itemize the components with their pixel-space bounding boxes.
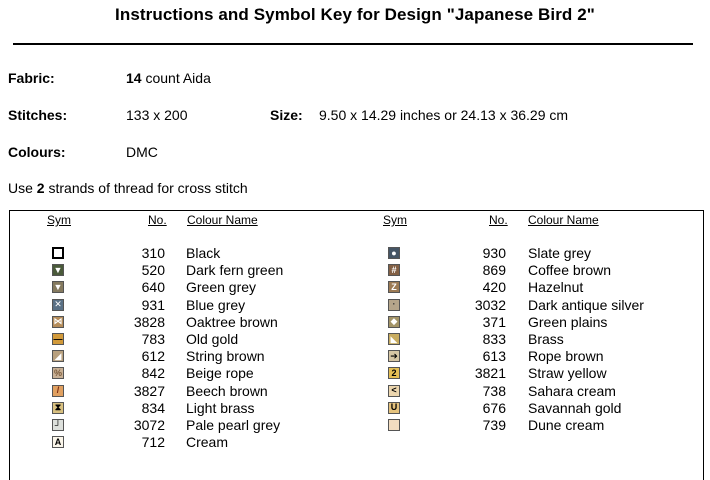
less-than-icon: < — [388, 385, 400, 397]
hash-icon: # — [388, 264, 400, 276]
stitches-label: Stitches: — [8, 107, 68, 123]
key-row-right-420 — [0, 279, 710, 296]
dmc-number: 930 — [482, 245, 506, 261]
dmc-number: 613 — [482, 348, 506, 365]
colour-name: Oaktree brown — [186, 313, 278, 330]
title-divider — [13, 43, 693, 45]
dmc-number: 420 — [482, 279, 506, 296]
fabric-type: count Aida — [141, 70, 211, 86]
colour-name: Green grey — [186, 279, 257, 296]
key-row-right-833 — [0, 331, 710, 348]
colour-name: Green plains — [528, 313, 608, 330]
dmc-number: 3072 — [133, 417, 165, 433]
dmc-number: 640 — [141, 279, 165, 296]
blank-swatch-icon — [388, 419, 400, 431]
colour-name: Pale pearl grey — [186, 417, 281, 433]
dmc-number: 738 — [482, 382, 506, 399]
key-row-right-930 — [0, 245, 710, 262]
thread-instruction — [8, 180, 248, 196]
colours-label: Colours: — [8, 144, 66, 160]
dmc-number: 869 — [482, 262, 506, 279]
dmc-number: 676 — [482, 399, 506, 416]
header-no-left: No. — [148, 213, 167, 227]
header-no-right: No. — [489, 213, 508, 227]
size-label: Size: — [270, 107, 303, 123]
corner-triangle-icon: ◣ — [388, 333, 400, 345]
colour-name: Savannah gold — [528, 399, 622, 416]
colour-name: Beige rope — [186, 365, 254, 382]
fabric-label: Fabric: — [8, 70, 55, 86]
size-value: 9.50 x 14.29 inches or 24.13 x 36.29 cm — [319, 107, 569, 123]
dmc-number: 520 — [141, 262, 165, 279]
down-triangle-icon: ▼ — [53, 264, 63, 275]
fabric-value — [126, 70, 211, 86]
dmc-number: 931 — [141, 296, 165, 313]
percent-icon: % — [53, 367, 62, 378]
corner-bracket-icon: ┘ — [52, 419, 64, 431]
colour-name: Slate grey — [528, 245, 592, 261]
header-name-right: Colour Name — [528, 213, 599, 227]
corner-triangle-icon: ◢ — [52, 350, 64, 362]
colour-name: Light brass — [186, 399, 255, 416]
colour-name: Black — [186, 245, 221, 261]
dot-icon: · — [388, 299, 400, 311]
slash-icon: / — [52, 385, 64, 397]
digit-two-icon: 2 — [388, 367, 400, 379]
stitches-value: 133 x 200 — [126, 107, 188, 123]
dmc-number: 371 — [482, 313, 506, 330]
fabric-count: 14 — [126, 70, 142, 86]
dash-icon: — — [53, 333, 63, 344]
key-row-right-613 — [0, 348, 710, 365]
header-name-left: Colour Name — [187, 213, 258, 227]
dmc-number: 310 — [141, 245, 165, 261]
dmc-number: 834 — [141, 399, 165, 416]
colour-name: Blue grey — [186, 296, 246, 313]
key-row-right-869 — [0, 262, 710, 279]
down-triangle-icon: ▼ — [53, 281, 63, 292]
circle-icon: ● — [388, 247, 400, 259]
letter-u-icon: U — [388, 402, 400, 414]
hourglass-icon: ⧗ — [52, 402, 64, 414]
colour-name: Straw yellow — [528, 365, 607, 382]
key-row-right-3821 — [0, 365, 710, 382]
dmc-number: 3032 — [474, 296, 506, 313]
colours-value: DMC — [126, 144, 158, 160]
colour-name: Dark antique silver — [528, 296, 644, 313]
dmc-number: 833 — [482, 331, 506, 347]
dmc-number: 783 — [141, 331, 165, 347]
colour-name: Dark fern green — [186, 262, 284, 279]
dmc-number: 612 — [141, 348, 165, 365]
dmc-number: 3821 — [474, 365, 506, 382]
x-mark-icon: ✕ — [52, 299, 64, 311]
thread-instruction-post: strands of thread for cross stitch — [44, 180, 248, 196]
key-row-right-738 — [0, 383, 710, 400]
colour-name: Rope brown — [528, 348, 604, 365]
page-title: Instructions and Symbol Key for Design "Japanese Bird 2" — [115, 5, 595, 24]
header-sym-left: Sym — [47, 213, 71, 227]
diamond-icon: ◆ — [388, 316, 400, 328]
bowtie-icon: ⋈ — [53, 316, 63, 327]
key-row-right-676 — [0, 400, 710, 417]
key-row-right-371 — [0, 314, 710, 331]
key-row-right-739 — [0, 417, 710, 434]
colour-name: Cream — [186, 434, 229, 451]
dmc-number: 712 — [141, 434, 165, 451]
thread-instruction-pre: Use — [8, 180, 37, 196]
dmc-number: 739 — [482, 417, 506, 433]
dmc-number: 3827 — [133, 382, 165, 399]
colour-name: Dune cream — [528, 417, 605, 433]
colour-name: Old gold — [186, 331, 239, 347]
strand-count: 2 — [36, 180, 45, 196]
key-row-left-712 — [0, 434, 710, 451]
colour-name: String brown — [186, 348, 265, 365]
header-sym-right: Sym — [383, 213, 407, 227]
colour-name: Hazelnut — [528, 279, 584, 296]
colour-name: Coffee brown — [528, 262, 612, 279]
colour-name: Sahara cream — [528, 382, 616, 399]
colour-name: Brass — [528, 331, 564, 347]
dmc-number: 842 — [141, 365, 165, 382]
key-row-right-3032 — [0, 297, 710, 314]
dmc-number: 3828 — [133, 313, 165, 330]
colour-name: Beech brown — [186, 382, 268, 399]
arrow-right-icon: ➔ — [388, 350, 400, 362]
letter-z-icon: Z — [388, 281, 400, 293]
letter-a-icon: A — [52, 436, 64, 448]
